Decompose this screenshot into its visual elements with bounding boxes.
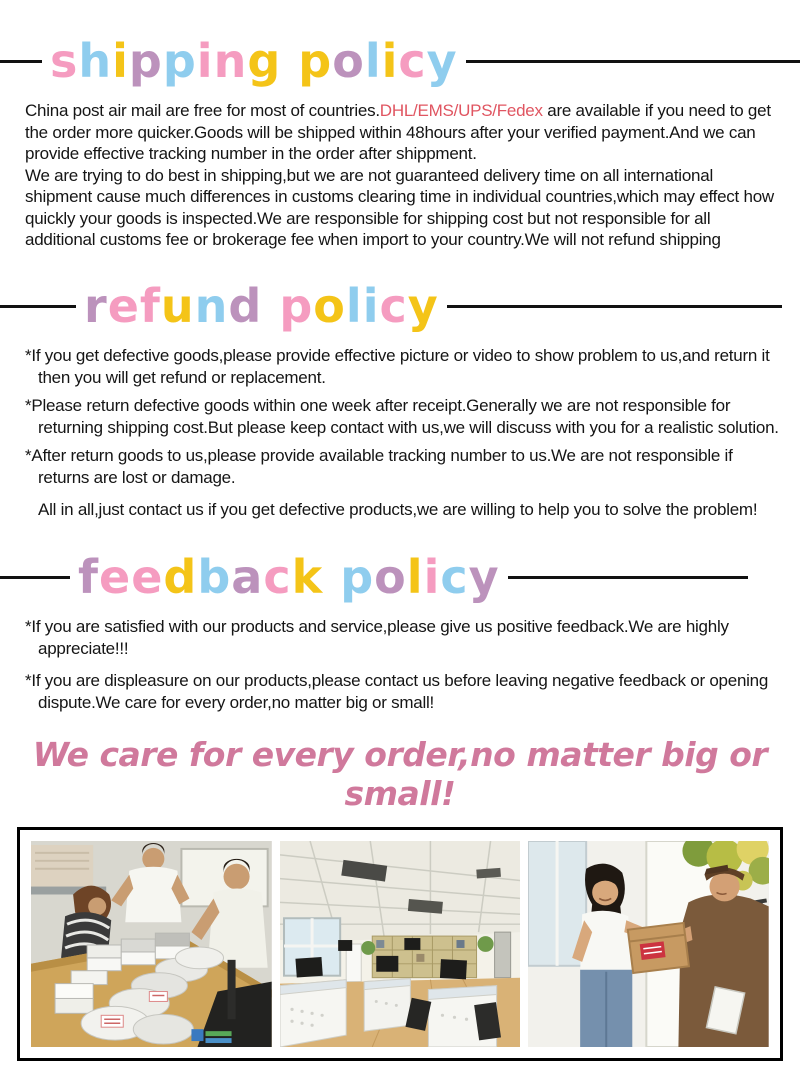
warehouse-packing-photo <box>31 841 272 1047</box>
shipping-text-after: are available if you need to get the order more quicker.Goods will be shipped within 48hours after your verified payment.And we can provide effective tracking number in the order after shippment. <box>25 101 771 164</box>
refund-policy-header <box>0 275 800 337</box>
delivery-handoff-photo <box>528 841 769 1047</box>
divider-line <box>0 60 42 63</box>
divider-line <box>447 305 782 308</box>
feedback-policy-header <box>0 546 800 608</box>
divider-line <box>0 305 76 308</box>
refund-item: *After return goods to us,please provide available tracking number to us.We are not responsible if returns are lost or damage. <box>25 446 733 487</box>
shipping-policy-title: shipping policy <box>50 34 458 88</box>
shipping-paragraph-1 <box>25 100 782 165</box>
shipping-policy-text <box>25 100 782 251</box>
feedback-policy-list <box>25 616 782 713</box>
photo-strip <box>17 827 783 1061</box>
warehouse-packing-illustration <box>31 841 272 1047</box>
shipping-policy-section <box>0 30 800 251</box>
divider-line <box>508 576 748 579</box>
delivery-handoff-illustration <box>528 841 769 1047</box>
shipping-policy-header <box>0 30 800 92</box>
refund-item: *Please return defective goods within one week after receipt.Generally we are not responsible for returning shipping cost.But please keep contact with us,we will discuss with you for a realistic solution. <box>25 396 779 437</box>
feedback-policy-section <box>0 546 800 713</box>
divider-line <box>0 576 70 579</box>
feedback-item: *If you are displeasure on our products,please contact us before leaving negative feedback or opening dispute.We care for every order,no matter big or small! <box>25 671 769 712</box>
refund-policy-title: refund policy <box>84 279 439 334</box>
refund-policy-list <box>25 345 782 520</box>
care-banner: We care for every order,no matter big or small! <box>32 735 768 814</box>
office-interior-illustration <box>280 841 521 1047</box>
feedback-policy-title: feedback policy <box>78 550 500 605</box>
shipping-text-before: China post air mail are free for most of countries. <box>25 101 380 120</box>
refund-item: *If you get defective goods,please provide effective picture or video to show problem to us,and return it then you will get refund or replacement. <box>25 346 770 387</box>
shipping-paragraph-2: We are trying to do best in shipping,but we are not guaranteed delivery time on all international shipment cause much differences in customs clearing time in individual countries,which may effect how quickly your goods is inspected.We are responsible for shipping cost but not responsible for all additional customs fee or brokerage fee when import to your country.We will not refund shipping <box>25 165 774 250</box>
office-interior-photo <box>280 841 521 1047</box>
divider-line <box>466 60 800 63</box>
refund-policy-section <box>0 275 800 520</box>
carriers-highlight: DHL/EMS/UPS/Fedex <box>379 101 543 120</box>
refund-item: All in all,just contact us if you get defective products,we are willing to help you to solve the problem! <box>38 499 758 519</box>
feedback-item: *If you are satisfied with our products and service,please give us positive feedback.We are highly appreciate!!! <box>25 617 729 658</box>
